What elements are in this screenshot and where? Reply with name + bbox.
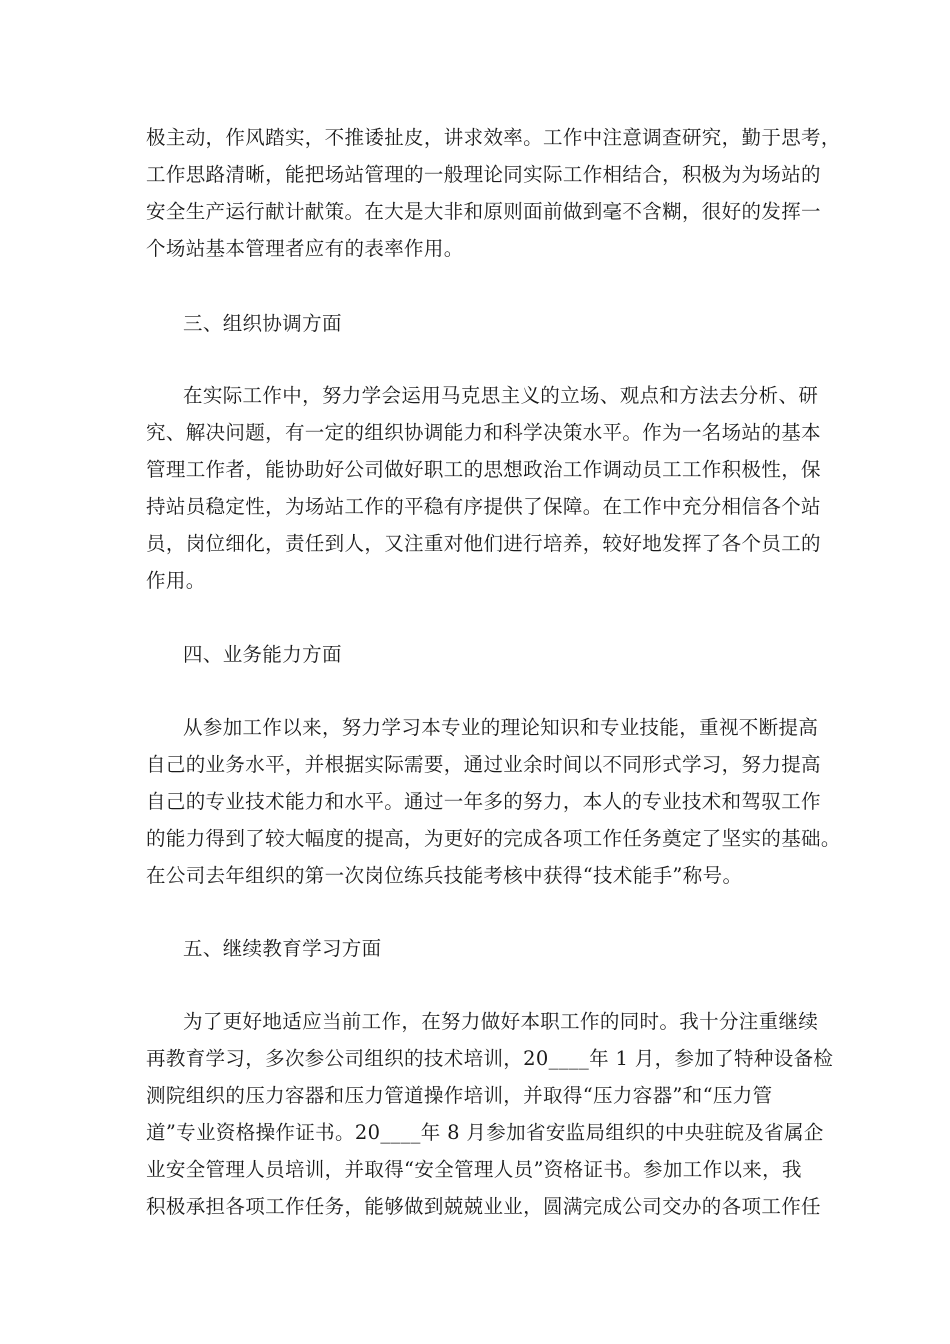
paragraph-line: 自己的业务水平，并根据实际需要，通过业余时间以不同形式学习，努力提高	[146, 753, 821, 776]
paragraph-line: 业安全管理人员培训，并取得“安全管理人员”资格证书。参加工作以来，我	[146, 1158, 802, 1181]
paragraph-line: 员，岗位细化，责任到人，又注重对他们进行培养，较好地发挥了各个员工的	[146, 532, 821, 555]
paragraph-line: 在公司去年组织的第一次岗位练兵技能考核中获得“技术能手”称号。	[146, 864, 743, 887]
paragraph-line: 为了更好地适应当前工作，在努力做好本职工作的同时。我十分注重继续	[183, 1010, 819, 1033]
paragraph-line: 积极承担各项工作任务，能够做到兢兢业业，圆满完成公司交办的各项工作任	[146, 1195, 821, 1218]
paragraph-line: 测院组织的压力容器和压力管道操作培训，并取得“压力容器”和“压力管	[146, 1084, 773, 1107]
paragraph-line: 极主动，作风踏实，不推诿扯皮，讲求效率。工作中注意调查研究，勤于思考，	[146, 126, 841, 149]
paragraph-line: 安全生产运行献计献策。在大是大非和原则面前做到毫不含糊，很好的发挥一	[146, 200, 821, 223]
paragraph-line: 究、解决问题，有一定的组织协调能力和科学决策水平。作为一名场站的基本	[146, 421, 821, 444]
paragraph-line: 道”专业资格操作证书。20____年 8 月参加省安监局组织的中央驻皖及省属企	[146, 1121, 824, 1144]
section-heading: 三、组织协调方面	[183, 312, 342, 335]
paragraph-line: 在实际工作中，努力学会运用马克思主义的立场、观点和方法去分析、研	[183, 384, 819, 407]
paragraph-line: 的能力得到了较大幅度的提高，为更好的完成各项工作任务奠定了坚实的基础。	[146, 827, 841, 850]
paragraph-line: 从参加工作以来，努力学习本专业的理论知识和专业技能，重视不断提高	[183, 716, 819, 739]
paragraph-line: 再教育学习，多次参公司组织的技术培训，20____年 1 月，参加了特种设备检	[146, 1047, 834, 1070]
section-heading: 五、继续教育学习方面	[183, 937, 382, 960]
paragraph-line: 持站员稳定性，为场站工作的平稳有序提供了保障。在工作中充分相信各个站	[146, 495, 821, 518]
paragraph-line: 管理工作者，能协助好公司做好职工的思想政治工作调动员工工作积极性，保	[146, 458, 821, 481]
paragraph-line: 自己的专业技术能力和水平。通过一年多的努力，本人的专业技术和驾驭工作	[146, 790, 821, 813]
paragraph-line: 个场站基本管理者应有的表率作用。	[146, 237, 464, 260]
paragraph-line: 工作思路清晰，能把场站管理的一般理论同实际工作相结合，积极为为场站的	[146, 163, 821, 186]
paragraph-line: 作用。	[146, 569, 206, 592]
section-heading: 四、业务能力方面	[183, 643, 342, 666]
